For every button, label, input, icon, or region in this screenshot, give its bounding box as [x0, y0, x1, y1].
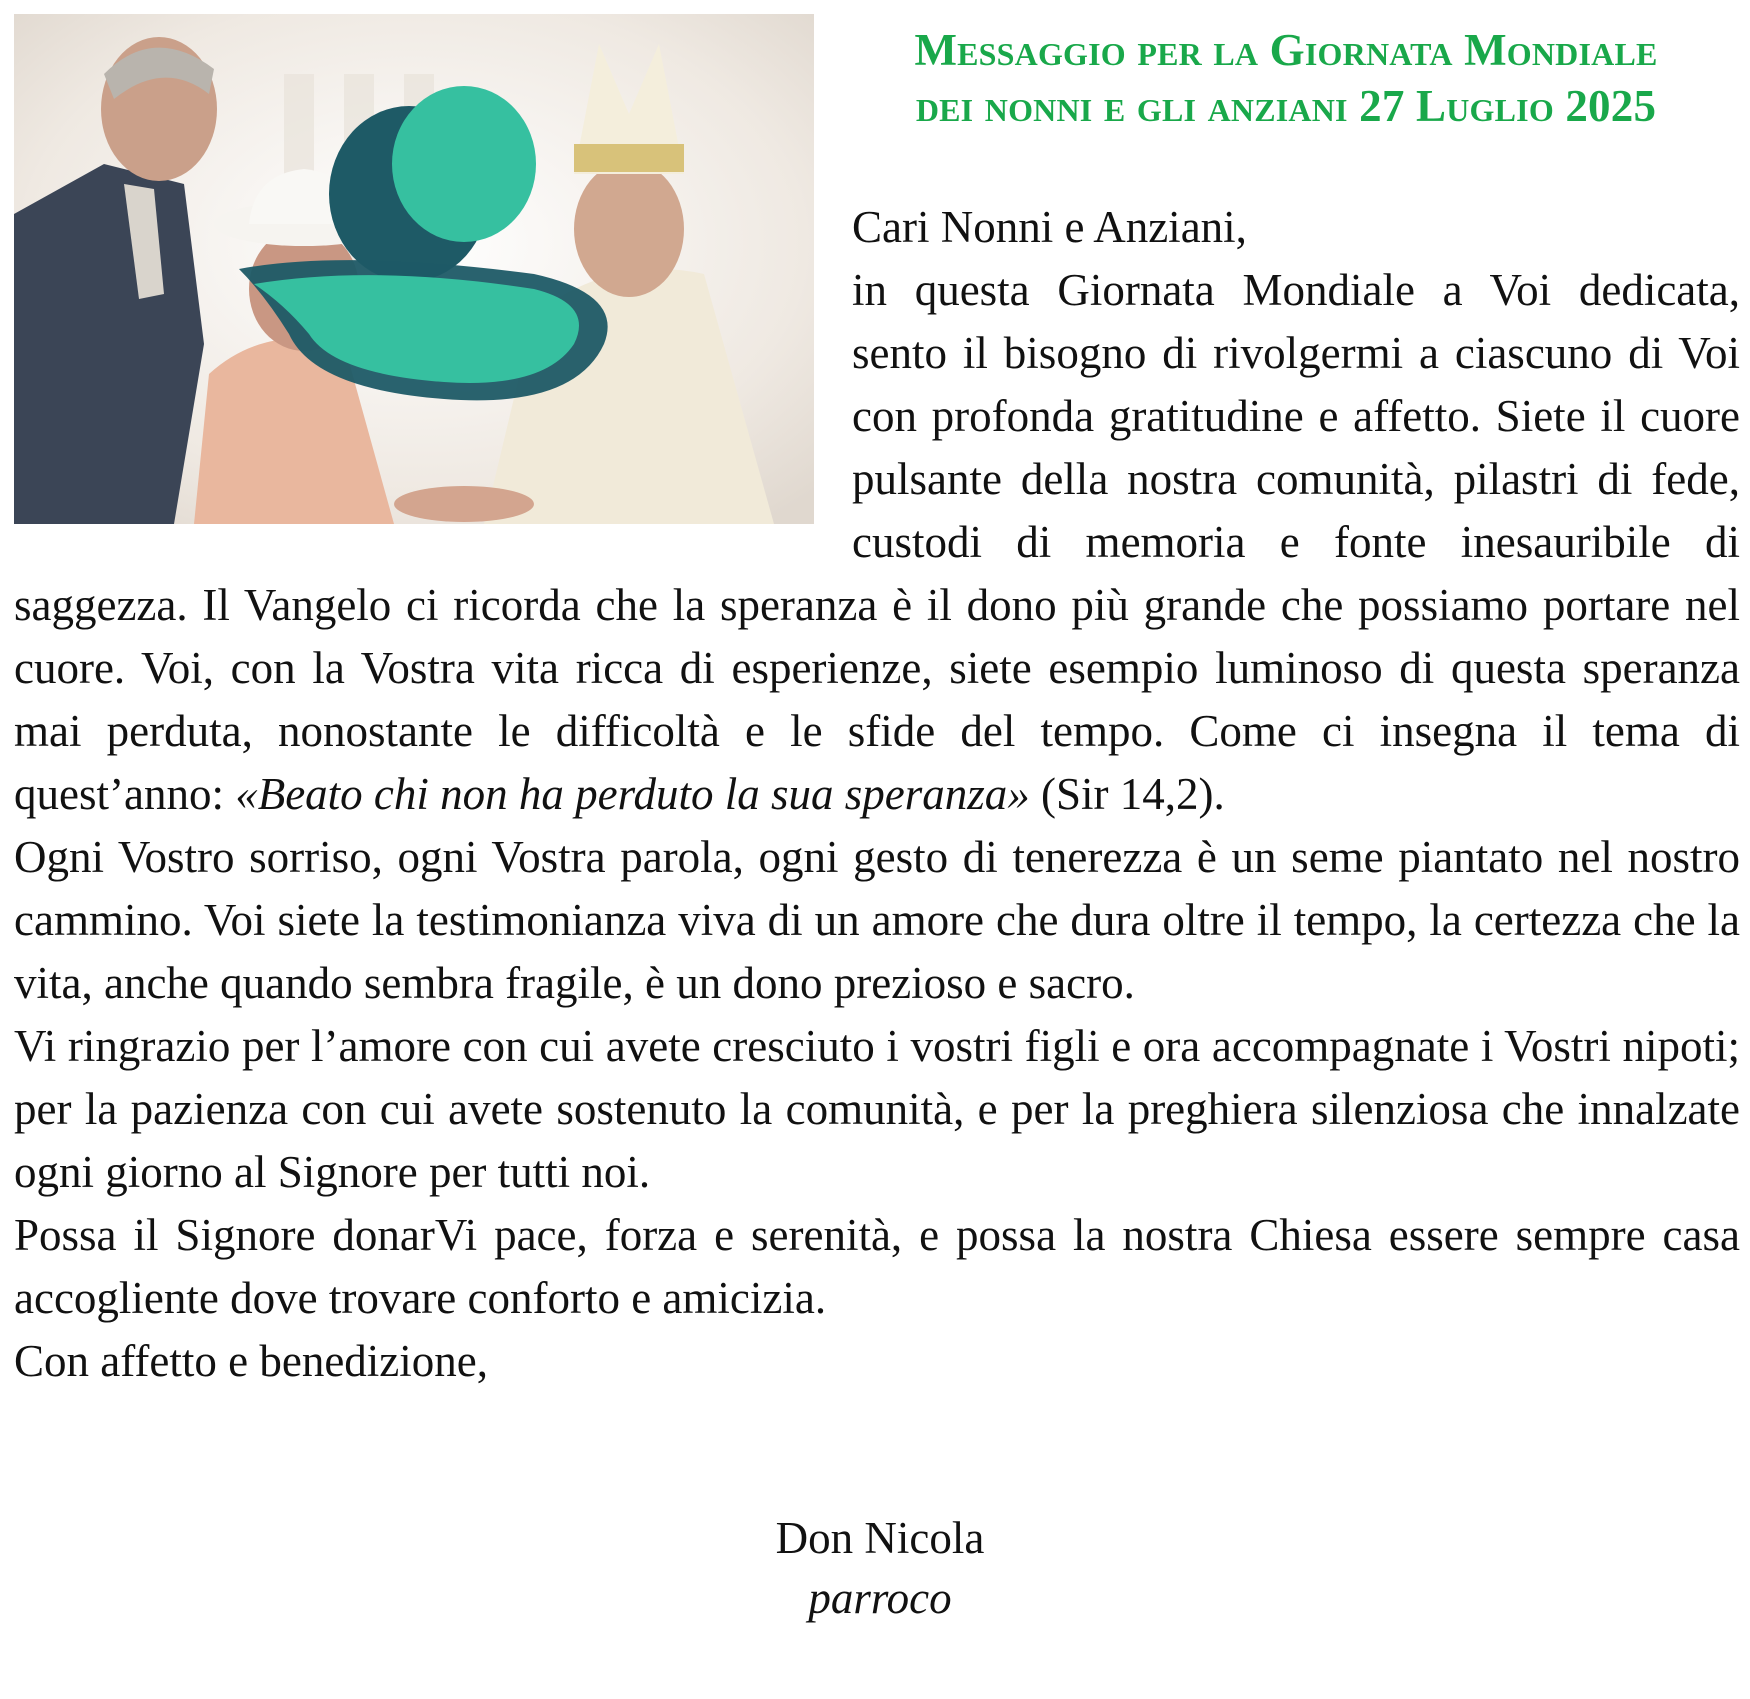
paragraph-4: Possa il Signore donarVi pace, forza e serenità, e possa la nostra Chiesa essere sempre casa accogliente dove trovare conforto e amicizia.	[14, 1210, 1740, 1323]
title-line-2: dei nonni e gli anziani 27 Luglio 2025	[915, 81, 1657, 131]
salutation: Cari Nonni e Anziani,	[852, 202, 1247, 252]
paragraph-3: Vi ringrazio per l’amore con cui avete cresciuto i vostri figli e ora accompagnate i Vostri nipoti; per la pazienza con cui avete sostenuto la comunità, e per la preghiera silenziosa che innalzate ogni giorno al Signore per tutti noi.	[14, 1021, 1740, 1197]
photo-spacer	[14, 196, 852, 566]
title-line-1: Messaggio per la Giornata Mondiale	[914, 25, 1658, 75]
theme-quote: «Beato chi non ha perduto la sua speranza»	[235, 769, 1030, 819]
signature-block	[620, 1508, 1140, 1628]
signature-role: parroco	[808, 1573, 952, 1623]
letter-body	[14, 196, 1740, 1393]
paragraph-2: Ogni Vostro sorriso, ogni Vostra parola, ogni gesto di tenerezza è un seme piantato nel nostro cammino. Voi siete la testimonianza viva di un amore che dura oltre il tempo, la certezza che la vita, anche quando sembra fragile, è un dono prezioso e sacro.	[14, 832, 1740, 1008]
closing-line: Con affetto e benedizione,	[14, 1336, 488, 1386]
signature-name: Don Nicola	[775, 1513, 985, 1563]
page-title	[830, 22, 1742, 134]
scripture-reference: (Sir 14,2).	[1029, 769, 1225, 819]
paragraph-1-text: in questa Giornata Mondiale a Voi dedicata, sento il bisogno di rivolgermi a ciascuno di Voi con profonda gratitudine e affetto. Siete il cuore pulsante della nostra comunità, pilastri di fede, custodi di memoria e fonte inesauribile di saggezza. Il Vangelo ci ricorda che la speranza è il dono più grande che possiamo portare nel cuore. Voi, con la Vostra vita ricca di esperienze, siete esempio luminoso di questa speranza mai perduta, nonostante le difficoltà e le sfide del tempo. Come ci insegna il tema di quest’anno:	[14, 265, 1740, 819]
